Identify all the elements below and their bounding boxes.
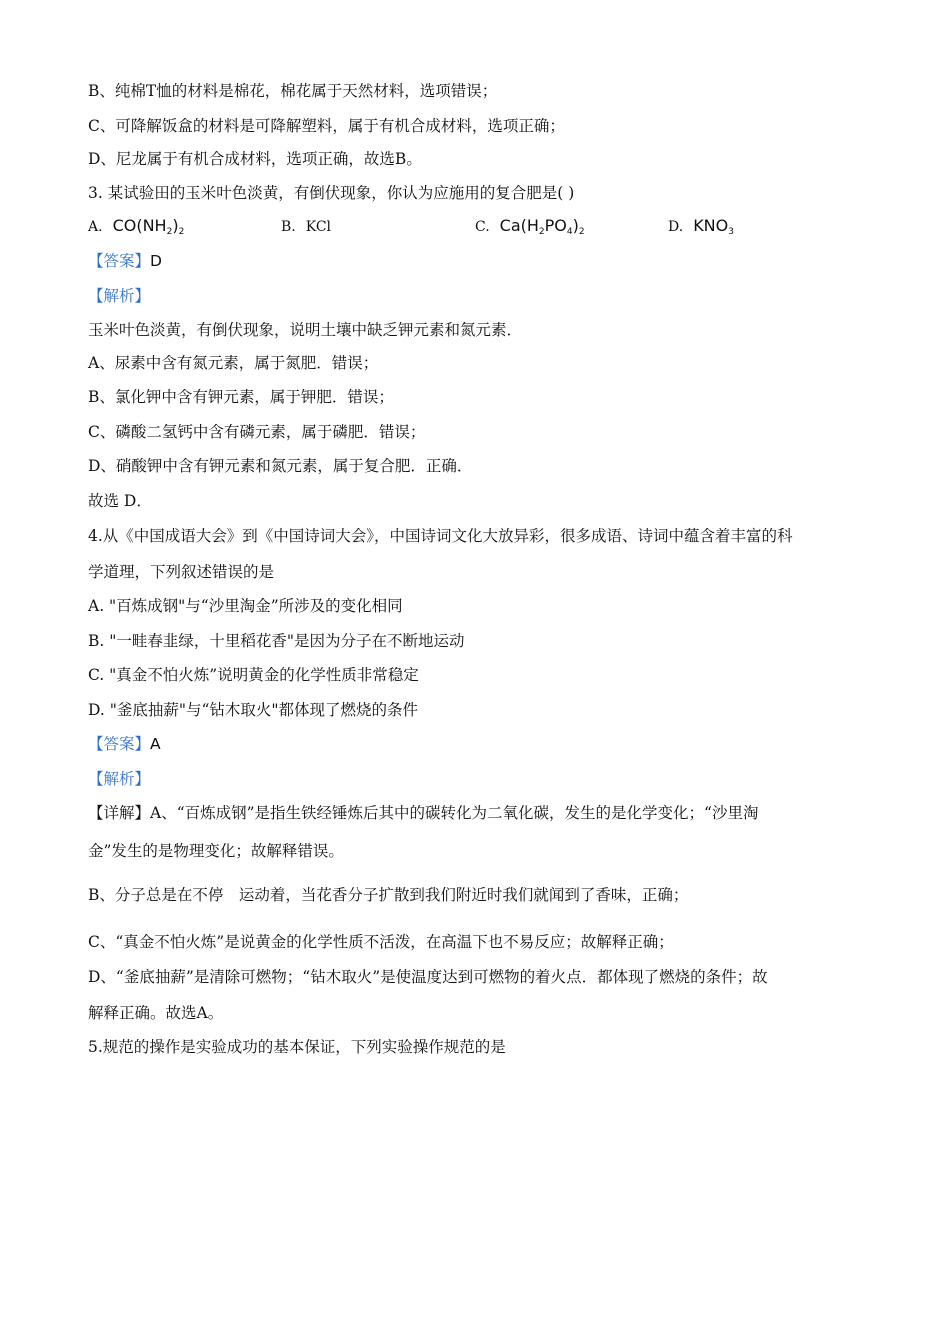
option-letter: D.: [668, 219, 684, 235]
formula-subscript: 2: [578, 227, 585, 237]
analysis-line: C、磷酸二氢钙中含有磷元素，属于磷肥．错误；: [88, 423, 426, 441]
answer-value: A: [150, 735, 161, 753]
analysis-line: A、尿素中含有氮元素，属于氮肥．错误；: [88, 354, 379, 372]
option-letter: B.: [281, 219, 296, 235]
detail-line: 【详解】A、“百炼成钢”是指生铁经锤炼后其中的碳转化为二氧化碳，发生的是化学变化；“沙里淘: [88, 804, 759, 822]
q3-option-b: [281, 215, 331, 238]
formula-subscript: 2: [178, 227, 185, 237]
formula-urea: [113, 216, 185, 235]
formula-subscript: 2: [166, 227, 173, 237]
analysis-label: 【解析】: [88, 770, 151, 788]
text-line: D、尼龙属于有机合成材料，选项正确，故选B。: [88, 150, 422, 168]
analysis-line: D、硝酸钾中含有钾元素和氮元素，属于复合肥．正确．: [88, 457, 473, 475]
option-letter: C.: [475, 219, 490, 235]
detail-line: B、分子总是在不停 运动着，当花香分子扩散到我们附近时我们就闻到了香味，正确；: [88, 886, 689, 904]
q4-option-a: A. "百炼成钢"与“沙里淘金”所涉及的变化相同: [88, 597, 403, 615]
question-4: 4.从《中国成语大会》到《中国诗词大会》，中国诗词文化大放异彩，很多成语、诗词中蕴含着丰富的科: [88, 527, 793, 545]
answer-value: D: [150, 252, 162, 270]
answer-row: [88, 733, 161, 755]
text-line: B、纯棉T恤的材料是棉花，棉花属于天然材料，选项错误；: [88, 82, 498, 100]
formula-kcl: KCl: [305, 219, 332, 235]
q4-option-c: C. "真金不怕火炼”说明黄金的化学性质非常稳定: [88, 666, 419, 684]
answer-label: 【答案】: [88, 735, 151, 753]
question-4-cont: 学道理，下列叙述错误的是: [88, 563, 275, 581]
question-3: 3. 某试验田的玉米叶色淡黄，有倒伏现象，你认为应施用的复合肥是( ): [88, 184, 575, 202]
formula-part: CO(NH: [112, 216, 167, 235]
analysis-line: B、氯化钾中含有钾元素，属于钾肥．错误；: [88, 388, 394, 406]
answer-label: 【答案】: [88, 252, 151, 270]
detail-line: 金”发生的是物理变化；故解释错误。: [88, 842, 344, 860]
detail-line: C、“真金不怕火炼”是说黄金的化学性质不活泼，在高温下也不易反应；故解释正确；: [88, 933, 674, 951]
formula-part: ): [172, 216, 179, 235]
detail-line: D、“釜底抽薪”是清除可燃物；“钻木取火”是使温度达到可燃物的着火点．都体现了燃烧的条件；故: [88, 968, 768, 986]
formula-part: PO: [544, 216, 567, 235]
analysis-label: 【解析】: [88, 287, 151, 305]
answer-row: [88, 250, 162, 272]
formula-kno3: [693, 216, 734, 235]
q4-option-d: D. "釜底抽薪"与“钻木取火"都体现了燃烧的条件: [88, 701, 419, 719]
q3-option-d: [668, 215, 734, 243]
analysis-line: 玉米叶色淡黄，有倒伏现象，说明土壤中缺乏钾元素和氮元素．: [88, 321, 523, 339]
formula-calcium-phosphate: [500, 216, 585, 235]
detail-line: 解释正确。故选A。: [88, 1004, 224, 1022]
formula-part: Ca(H: [499, 216, 539, 235]
analysis-line: 故选 D．: [88, 492, 152, 510]
q3-option-c: [475, 215, 585, 243]
text-line: C、可降解饭盒的材料是可降解塑料，属于有机合成材料，选项正确；: [88, 117, 565, 135]
formula-subscript: 3: [728, 227, 734, 237]
formula-subscript: 4: [566, 227, 573, 237]
question-5: 5.规范的操作是实验成功的基本保证，下列实验操作规范的是: [88, 1038, 506, 1056]
formula-part: ): [572, 216, 579, 235]
option-letter: A.: [88, 219, 103, 235]
q4-option-b: B. "一畦春韭绿，十里稻花香"是因为分子在不断地运动: [88, 632, 465, 650]
formula-part: KNO: [693, 216, 729, 235]
formula-subscript: 2: [538, 227, 545, 237]
q3-option-a: [88, 215, 184, 243]
